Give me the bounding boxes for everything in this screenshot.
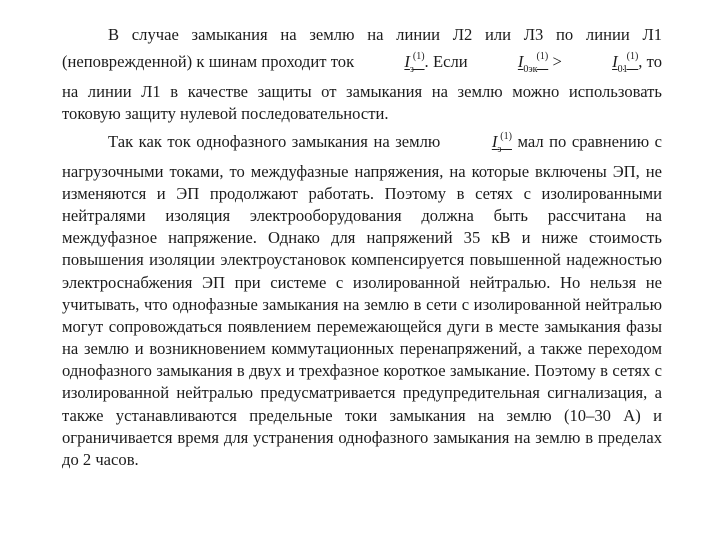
- paragraph-2-text-a: Так как ток однофазного замыкания на землю: [108, 131, 446, 151]
- paragraph-2-text-b: мал по сравнению с нагрузочными токами, то междуфазные напряжения, на которые включены ЭП, не изменяются и ЭП продолжают работать. Поэтому в сетях с изолированными нейтралями изоляция электрооборудования должна быть рассчитана на междуфазное напряжение. Однако для напряжений 35 кВ и ниже стоимость повышения изоляции электроустановок компенсируется повышенной надежностью электроснабжения ЭП при системе с изолированной нейтралью. Но нельзя не учитывать, что однофазные замыкания на землю в сети с изолированной нейтралью могут сопровождаться появлением перемежающейся дуги в месте замыкания фазы на землю и возникновением коммутационных перенапряжений, а также переходом однофазного замыкания в двух и трехфазное короткое замыкание. Поэтому в сетях с изолированной нейтралью предусматривается предупредительная сигнализация, а также устанавливаются предельные токи замыкания на землю (10–30 А) и ограничивается время для устранения однофазного замыкания на землю в пределах до 2 часов.: [62, 131, 662, 469]
- symbol-main: I: [404, 52, 410, 72]
- symbol-superscript: (1): [412, 51, 425, 63]
- symbol-main: I: [517, 52, 524, 72]
- symbol-superscript: (1): [626, 51, 639, 63]
- paragraph-1-text-c: , то на линии Л1 в качестве защиты от замыкания на землю можно использовать токовую защиту нулевой последовательности.: [62, 52, 663, 124]
- comparison-operator: >: [548, 52, 567, 72]
- paragraph-2: [62, 126, 662, 471]
- current-symbol-iz: [446, 126, 512, 161]
- symbol-subscript: 01: [617, 64, 628, 76]
- current-symbol-i01: [566, 46, 638, 81]
- symbol-subscript: з: [497, 143, 502, 155]
- current-symbol-i0ek: [472, 46, 548, 81]
- paragraph-1: [62, 24, 662, 126]
- paragraph-1-text-a: В случае замыкания на землю на линии Л2 или Л3 по линии Л1 (неповрежденной) к шинам проходит ток: [62, 25, 662, 72]
- symbol-superscript: (1): [536, 51, 549, 63]
- symbol-main: I: [612, 52, 618, 72]
- symbol-subscript: з: [409, 64, 414, 76]
- symbol-subscript: 0эк: [523, 64, 538, 76]
- document-text-body: [62, 24, 662, 471]
- current-symbol-iz: [358, 46, 424, 81]
- symbol-main: I: [491, 131, 498, 151]
- symbol-superscript: (1): [500, 130, 512, 142]
- paragraph-1-text-b: . Если: [424, 52, 472, 72]
